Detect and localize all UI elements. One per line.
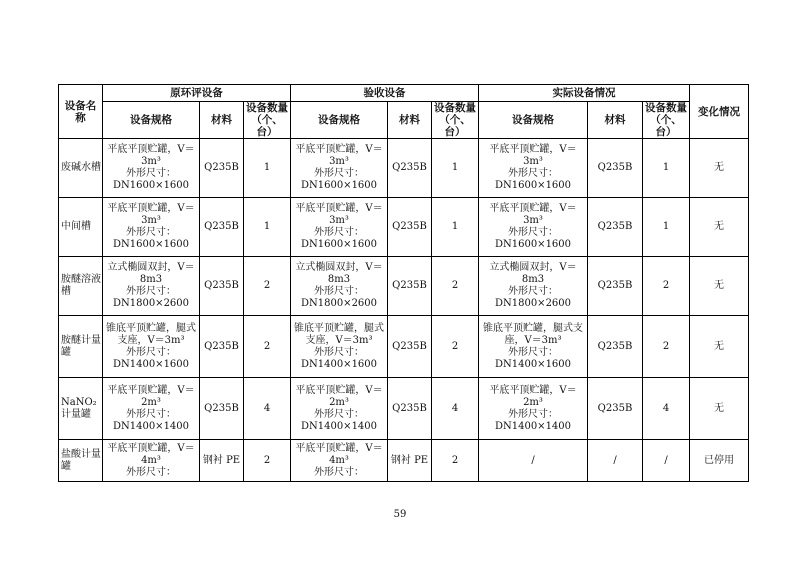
spec-line: 外形尺寸： <box>314 466 364 478</box>
spec-cell <box>291 257 388 316</box>
qty-cell: 2 <box>643 316 690 378</box>
spec-line: 外形尺寸： <box>126 227 176 238</box>
material-cell: 钢衬 PE <box>200 440 244 482</box>
spec-line: 平底平顶贮罐，V＝ <box>295 384 383 396</box>
spec-line: 外形尺寸： <box>126 286 176 297</box>
spec-cell <box>103 139 200 198</box>
spec-line: 锥底平顶贮罐，腿式 <box>106 322 196 334</box>
spec-line: 平底平顶贮罐，V＝ <box>107 384 195 396</box>
spec-line: 2m³ <box>329 396 349 408</box>
spec-line: DN1800×2600 <box>300 298 378 309</box>
header-qty-line1: 设备数量 <box>434 102 476 114</box>
qty-cell: 2 <box>244 316 291 378</box>
spec-line: 平底平顶贮罐，V＝ <box>295 442 383 454</box>
spec-line: DN1600×1600 <box>112 239 190 250</box>
qty-cell: 2 <box>432 257 479 316</box>
spec-line: DN1400×1400 <box>112 420 190 432</box>
spec-line: 3m³ <box>329 156 349 167</box>
change-cell: 已停用 <box>690 440 749 482</box>
header-group-actual: 实际设备情况 <box>479 85 690 102</box>
material-cell: / <box>588 440 643 482</box>
change-cell: 无 <box>690 198 749 257</box>
spec-line: DN1600×1600 <box>112 180 190 191</box>
header-material: 材料 <box>588 102 643 139</box>
spec-cell <box>479 378 588 440</box>
spec-line: 外形尺寸： <box>508 227 558 238</box>
spec-line: DN1800×2600 <box>494 298 572 309</box>
table-row <box>59 440 749 482</box>
spec-line: 外形尺寸： <box>314 227 364 238</box>
qty-cell: 2 <box>244 257 291 316</box>
material-cell: Q235B <box>388 257 432 316</box>
material-cell: Q235B <box>388 316 432 378</box>
page-number: 59 <box>393 509 407 520</box>
spec-line: 2m³ <box>523 396 543 408</box>
spec-cell <box>479 198 588 257</box>
header-change: 变化情况 <box>690 85 749 139</box>
spec-cell <box>291 198 388 257</box>
header-qty <box>432 102 479 139</box>
material-cell: Q235B <box>588 198 643 257</box>
spec-line: DN1600×1600 <box>300 239 378 250</box>
spec-line: 立式椭圆双封，V＝ <box>107 262 195 273</box>
header-qty-line1: 设备数量 <box>246 102 288 114</box>
change-cell: 无 <box>690 378 749 440</box>
qty-cell: 2 <box>432 316 479 378</box>
table-row <box>59 378 749 440</box>
spec-line: 平底平顶贮罐，V＝ <box>295 203 383 214</box>
spec-line: 外形尺寸： <box>126 168 176 179</box>
spec-line: 支座，V＝3m³ <box>305 334 373 346</box>
spec-line: 立式椭圆双封，V＝ <box>295 262 383 273</box>
qty-cell: 4 <box>643 378 690 440</box>
spec-line: 8m3 <box>327 274 351 285</box>
spec-cell <box>103 198 200 257</box>
material-cell: Q235B <box>200 198 244 257</box>
spec-line: 8m3 <box>139 274 163 285</box>
spec-line: DN1600×1600 <box>494 180 572 191</box>
qty-cell: 2 <box>643 257 690 316</box>
spec-line: 外形尺寸： <box>508 408 558 420</box>
qty-cell: 1 <box>643 139 690 198</box>
table-row <box>59 257 749 316</box>
spec-line: 4m³ <box>141 454 161 466</box>
spec-cell <box>103 257 200 316</box>
spec-line: 锥底平顶贮罐，腿式支 <box>483 322 583 334</box>
header-group-acceptance: 验收设备 <box>291 85 479 102</box>
material-cell: Q235B <box>588 378 643 440</box>
material-cell: Q235B <box>588 257 643 316</box>
table-row <box>59 139 749 198</box>
spec-line: 平底平顶贮罐，V＝ <box>107 144 195 155</box>
spec-line: 外形尺寸： <box>126 346 176 358</box>
spec-line: 平底平顶贮罐，V＝ <box>489 144 577 155</box>
spec-line: 平底平顶贮罐，V＝ <box>107 203 195 214</box>
equipment-table <box>58 84 749 482</box>
header-spec: 设备规格 <box>479 102 588 139</box>
spec-line: 外形尺寸： <box>314 286 364 297</box>
material-cell: Q235B <box>200 316 244 378</box>
equip-name-cell: 盐酸计量罐 <box>59 440 103 482</box>
spec-line: 2m³ <box>141 396 161 408</box>
material-cell: Q235B <box>200 257 244 316</box>
spec-cell <box>103 316 200 378</box>
header-qty-line2: （个、台） <box>251 114 283 138</box>
equip-name-cell: 中间槽 <box>59 198 103 257</box>
header-spec: 设备规格 <box>291 102 388 139</box>
spec-cell <box>291 378 388 440</box>
spec-line: DN1400×1600 <box>494 358 572 370</box>
change-cell: 无 <box>690 139 749 198</box>
spec-cell <box>479 139 588 198</box>
header-qty <box>643 102 690 139</box>
spec-cell <box>291 316 388 378</box>
spec-line: 外形尺寸： <box>314 346 364 358</box>
spec-line: DN1800×2600 <box>112 298 190 309</box>
header-equip-name: 设备名称 <box>59 85 103 139</box>
qty-cell: 2 <box>244 440 291 482</box>
material-cell: Q235B <box>200 378 244 440</box>
header-group-row <box>59 85 749 102</box>
header-sub-row <box>59 102 749 139</box>
spec-line: 外形尺寸： <box>314 168 364 179</box>
spec-line: 外形尺寸： <box>126 466 176 478</box>
spec-line: 平底平顶贮罐，V＝ <box>489 384 577 396</box>
equip-name-cell: 废碱水槽 <box>59 139 103 198</box>
equip-name-cell: NaNO₂计量罐 <box>59 378 103 440</box>
spec-cell <box>103 378 200 440</box>
equip-name-cell: 胺醚计量罐 <box>59 316 103 378</box>
spec-cell <box>479 440 588 482</box>
spec-line: / <box>531 454 535 466</box>
spec-line: DN1600×1600 <box>300 180 378 191</box>
qty-cell: 1 <box>643 198 690 257</box>
material-cell: 钢衬 PE <box>388 440 432 482</box>
spec-line: 外形尺寸： <box>126 408 176 420</box>
material-cell: Q235B <box>588 139 643 198</box>
qty-cell: 4 <box>432 378 479 440</box>
spec-line: 3m³ <box>523 156 543 167</box>
material-cell: Q235B <box>388 378 432 440</box>
header-material: 材料 <box>388 102 432 139</box>
spec-line: DN1600×1600 <box>494 239 572 250</box>
table-row <box>59 198 749 257</box>
material-cell: Q235B <box>588 316 643 378</box>
spec-line: 3m³ <box>329 215 349 226</box>
qty-cell: 1 <box>432 198 479 257</box>
spec-line: 支座，V＝3m³ <box>117 334 185 346</box>
spec-line: 立式椭圆双封，V＝ <box>489 262 577 273</box>
header-qty-line2: （个、台） <box>439 114 471 138</box>
spec-line: 平底平顶贮罐，V＝ <box>489 203 577 214</box>
equipment-table-body <box>59 139 749 482</box>
header-qty <box>244 102 291 139</box>
spec-line: 座，V＝3m³ <box>504 334 562 346</box>
material-cell: Q235B <box>200 139 244 198</box>
spec-line: 平底平顶贮罐，V＝ <box>107 442 195 454</box>
header-spec: 设备规格 <box>103 102 200 139</box>
spec-cell <box>291 139 388 198</box>
material-cell: Q235B <box>388 139 432 198</box>
spec-cell <box>479 316 588 378</box>
spec-line: 外形尺寸： <box>314 408 364 420</box>
qty-cell: 2 <box>432 440 479 482</box>
qty-cell: 4 <box>244 378 291 440</box>
spec-line: 外形尺寸： <box>508 168 558 179</box>
spec-line: 3m³ <box>523 215 543 226</box>
header-material: 材料 <box>200 102 244 139</box>
qty-cell: 1 <box>244 198 291 257</box>
spec-line: 3m³ <box>141 215 161 226</box>
spec-cell <box>291 440 388 482</box>
spec-line: 8m3 <box>521 274 545 285</box>
spec-line: 平底平顶贮罐，V＝ <box>295 144 383 155</box>
spec-line: 3m³ <box>141 156 161 167</box>
header-qty-line2: （个、台） <box>650 114 682 138</box>
table-row <box>59 316 749 378</box>
spec-line: 外形尺寸： <box>508 346 558 358</box>
qty-cell: 1 <box>244 139 291 198</box>
spec-cell <box>103 440 200 482</box>
material-cell: Q235B <box>388 198 432 257</box>
spec-line: 4m³ <box>329 454 349 466</box>
spec-line: 外形尺寸： <box>508 286 558 297</box>
spec-cell <box>479 257 588 316</box>
change-cell: 无 <box>690 257 749 316</box>
spec-line: 锥底平顶贮罐，腿式 <box>294 322 384 334</box>
header-qty-line1: 设备数量 <box>645 102 687 114</box>
spec-line: DN1400×1600 <box>300 358 378 370</box>
header-group-original: 原环评设备 <box>103 85 291 102</box>
spec-line: DN1400×1400 <box>494 420 572 432</box>
qty-cell: / <box>643 440 690 482</box>
spec-line: DN1400×1400 <box>300 420 378 432</box>
qty-cell: 1 <box>432 139 479 198</box>
spec-line: DN1400×1600 <box>112 358 190 370</box>
equip-name-cell: 胺醚溶液槽 <box>59 257 103 316</box>
change-cell: 无 <box>690 316 749 378</box>
